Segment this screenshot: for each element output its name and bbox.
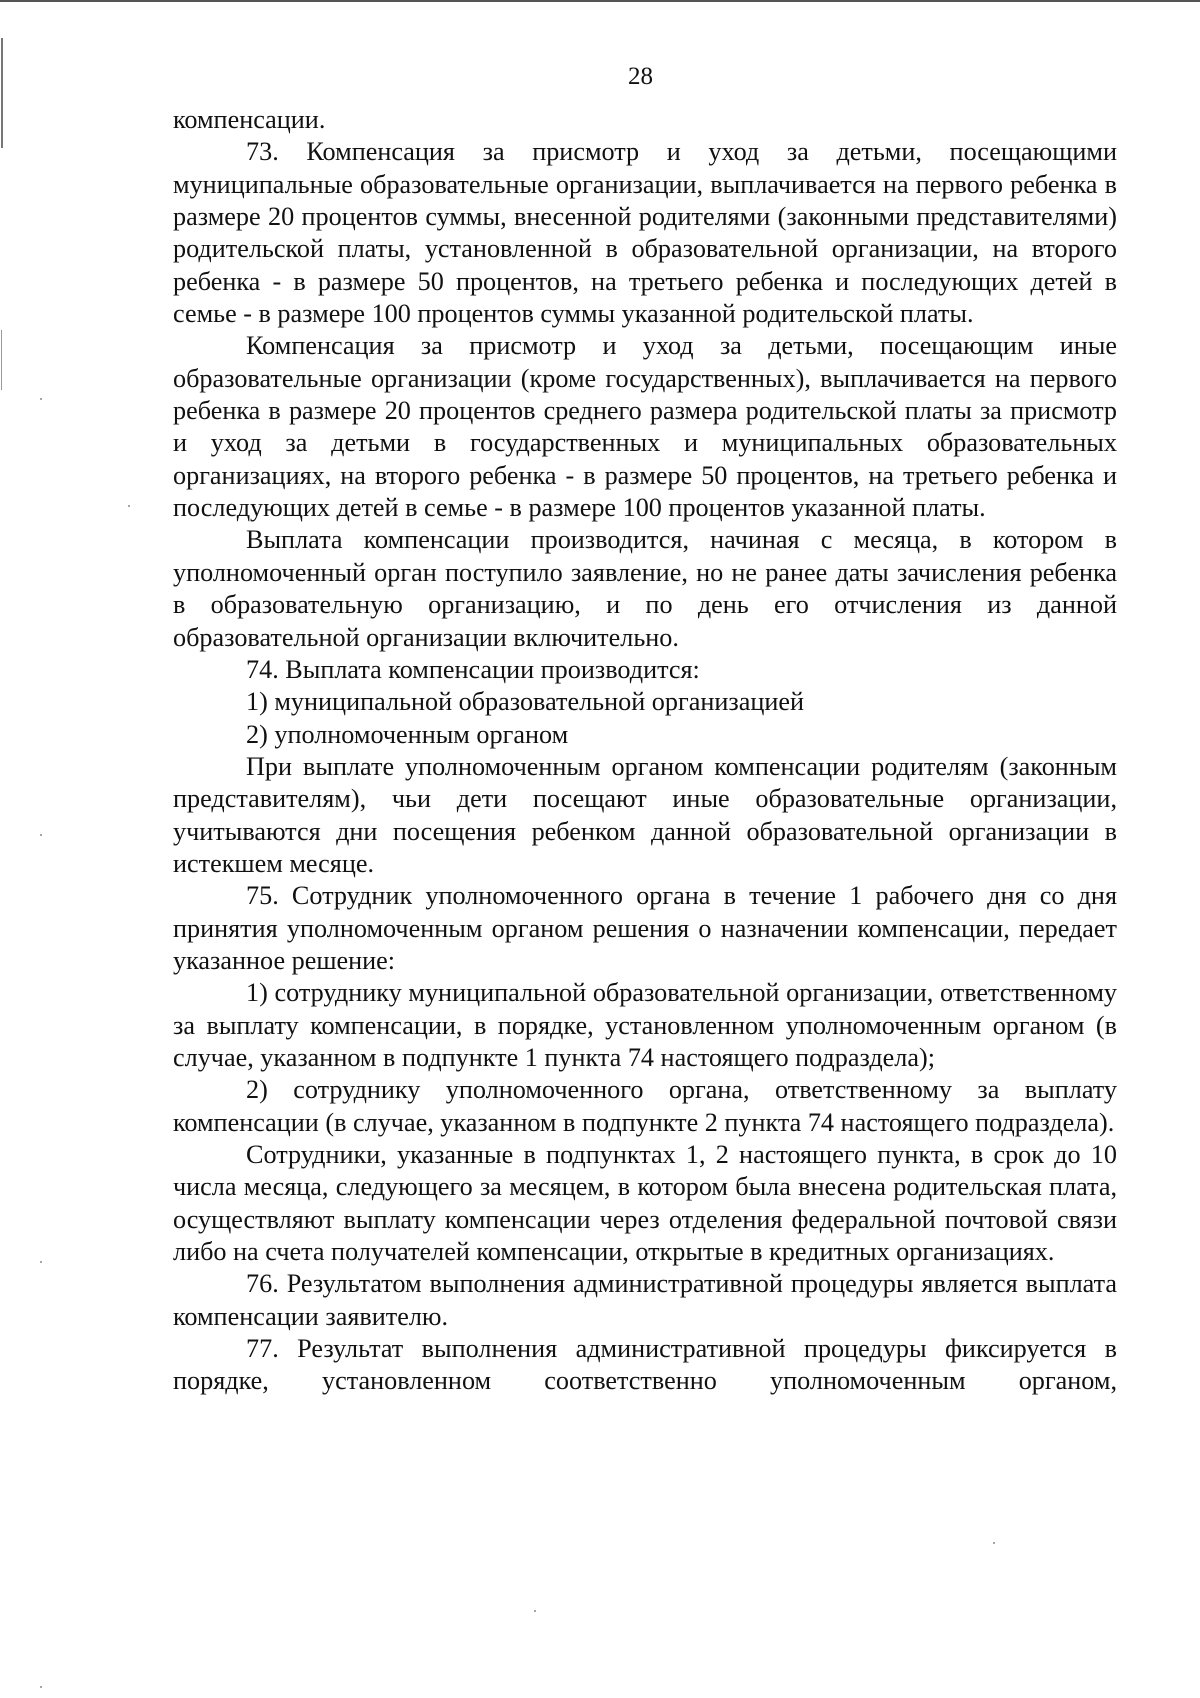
- paragraph-item-74: 74. Выплата компенсации производится:: [246, 654, 700, 684]
- document-body: [173, 104, 1117, 1398]
- scan-edge-top: [0, 0, 1200, 2]
- scan-edge-left: [1, 38, 3, 148]
- scan-speck: [40, 834, 42, 836]
- scan-speck: [128, 505, 130, 507]
- paragraph-other-organizations: Компенсация за присмотр и уход за детьми, посещающим иные образовательные организации (кроме государственных), выплачивается на первого ребенка в размере 20 процентов среднего размера родительской платы за присмотр и уход за детьми в государственных и муниципальных образовательных организациях, на второго ребенка - в размере 50 процентов, на третьего ребенка и последующих детей в семье - в размере 100 процентов указанной платы.: [173, 331, 1117, 523]
- scan-speck: [993, 1542, 995, 1544]
- paragraph-item-73: 73. Компенсация за присмотр и уход за детьми, посещающими муниципальные образовательные организации, выплачивается на первого ребенка в размере 20 процентов суммы, внесенной родителями (законными представителями) родительской платы, установленной в образовательной организации, на второго ребенка - в размере 50 процентов, на третьего ребенка и последующих детей в семье - в размере 100 процентов суммы указанной родительской платы.: [173, 137, 1117, 329]
- page-number: 28: [628, 63, 653, 90]
- paragraph-attendance-days: При выплате уполномоченным органом компенсации родителям (законным представителям), чьи дети посещают иные образовательные организации, учитываются дни посещения ребенком данной образовательной организации в истекшем месяце.: [173, 751, 1117, 878]
- scan-speck: [40, 1261, 42, 1263]
- list-item-75-1: 1) сотруднику муниципальной образовательной организации, ответственному за выплату компенсации, в порядке, установленном уполномоченным органом (в случае, указанном в подпункте 1 пункта 74 настоящего подраздела);: [173, 978, 1117, 1072]
- paragraph-item-77: 77. Результат выполнения административной процедуры фиксируется в порядке, установленном соответственно уполномоченным органом,: [173, 1334, 1117, 1396]
- list-item-75-2: 2) сотруднику уполномоченного органа, ответственному за выплату компенсации (в случае, указанном в подпункте 2 пункта 74 настоящего подраздела).: [173, 1075, 1117, 1137]
- paragraph-payment-start: Выплата компенсации производится, начиная с месяца, в котором в уполномоченный орган поступило заявление, но не ранее даты зачисления ребенка в образовательную организацию, и по день его отчисления из данной образовательной организации включительно.: [173, 525, 1117, 652]
- paragraph-item-75: 75. Сотрудник уполномоченного органа в течение 1 рабочего дня со дня принятия уполномоченным органом решения о назначении компенсации, передает указанное решение:: [173, 881, 1117, 975]
- scan-edge-left-secondary: [1, 330, 2, 390]
- scan-speck: [40, 1686, 42, 1688]
- list-item-74-1: 1) муниципальной образовательной организацией: [246, 687, 804, 717]
- paragraph-item-76: 76. Результатом выполнения административной процедуры является выплата компенсации заявителю.: [173, 1269, 1117, 1331]
- scan-speck: [40, 398, 42, 400]
- paragraph-payment-deadline: Сотрудники, указанные в подпунктах 1, 2 настоящего пункта, в срок до 10 числа месяца, следующего за месяцем, в котором была внесена родительская плата, осуществляют выплату компенсации через отделения федеральной почтовой связи либо на счета получателей компенсации, открытые в кредитных организациях.: [173, 1140, 1117, 1267]
- scan-speck: [534, 1610, 536, 1612]
- paragraph-continuation: компенсации.: [173, 105, 326, 134]
- list-item-74-2: 2) уполномоченным органом: [246, 719, 569, 749]
